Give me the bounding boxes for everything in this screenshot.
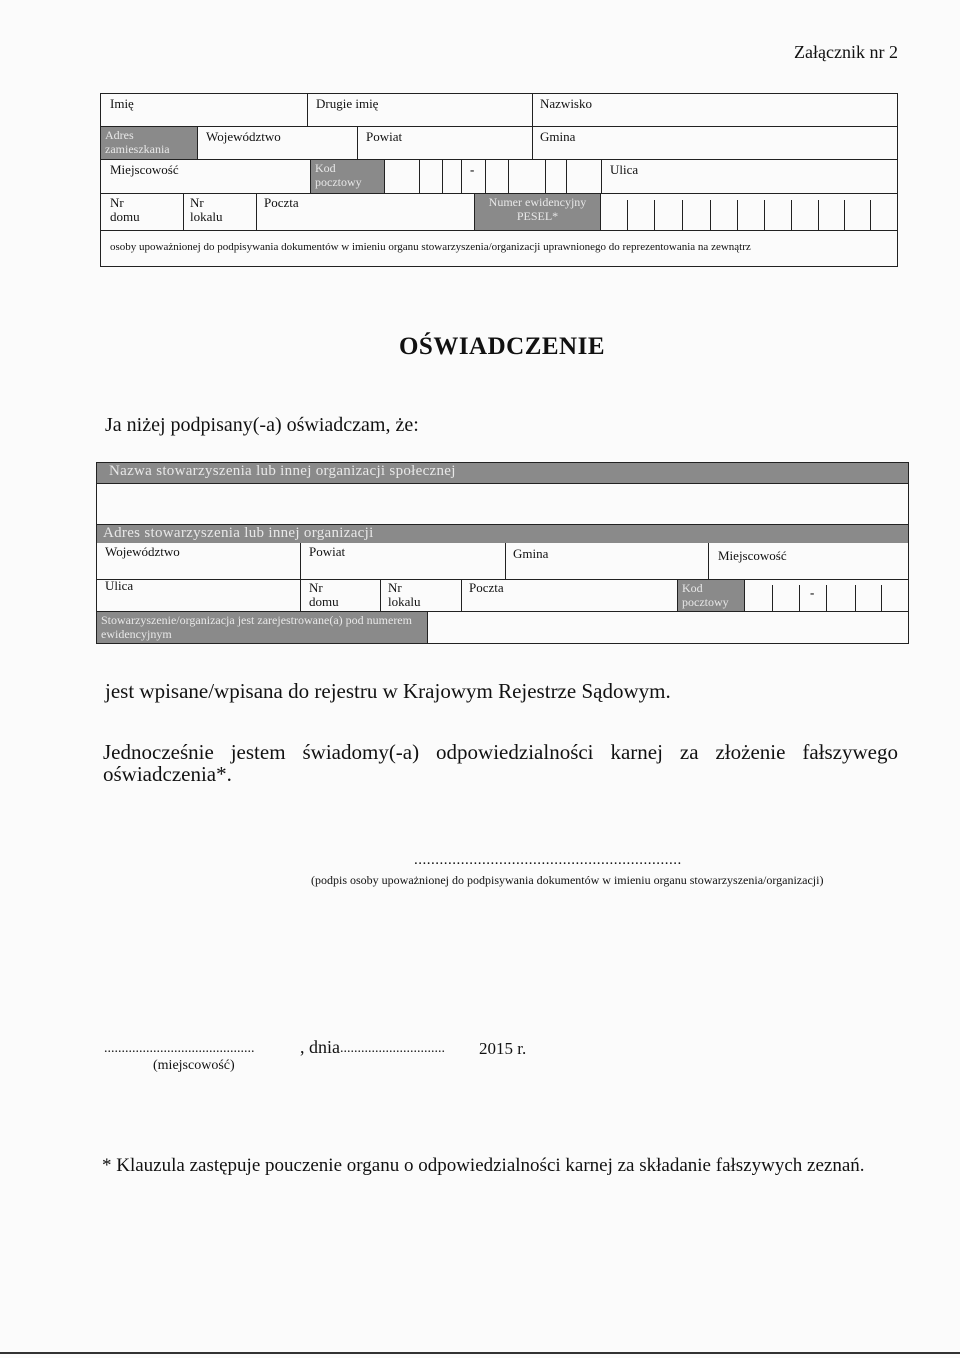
organization-address-label: Adres stowarzyszenia lub innej organizacji (97, 525, 908, 543)
attachment-label: Załącznik nr 2 (794, 42, 898, 62)
org-postal-dash: - (810, 585, 815, 600)
first-name-label: Imię (110, 96, 134, 111)
scan-edge-line (0, 1352, 960, 1354)
org-county-label: Powiat (309, 544, 346, 559)
org-apartment-number-label: Nr lokalu (388, 580, 421, 609)
org-house-number-label: Nr domu (309, 580, 339, 609)
voivodeship-label: Województwo (206, 129, 281, 144)
date-label: , dnia (300, 1037, 340, 1057)
org-locality-label: Miejscowość (718, 548, 787, 563)
organization-name-label: Nazwa stowarzyszenia lub innej organizacji społecznej (97, 463, 908, 483)
org-commune-label: Gmina (513, 546, 549, 561)
year-label: 2015 r. (479, 1039, 527, 1058)
intro-text: Ja niżej podpisany(-a) oświadczam, że: (105, 414, 419, 436)
house-number-label: Nr domu (110, 195, 140, 224)
post-office-label: Poczta (264, 195, 299, 210)
org-voivodeship-label: Województwo (105, 544, 180, 559)
second-name-label: Drugie imię (316, 96, 379, 111)
registration-number-field[interactable] (428, 612, 908, 643)
pesel-label: Numer ewidencyjny PESEL* (475, 194, 600, 230)
place-line[interactable]: ........................................... (104, 1041, 255, 1056)
signature-line[interactable]: ............................................................... (414, 852, 682, 868)
date-line[interactable]: .............................. (340, 1041, 445, 1056)
org-postal-code-label: Kod pocztowy (678, 580, 744, 611)
residence-address-label: Adres zamieszkania (101, 127, 197, 159)
document-title: OŚWIADCZENIE (398, 333, 606, 360)
organization-name-field[interactable] (97, 484, 908, 524)
surname-label: Nazwisko (540, 96, 592, 111)
locality-label: Miejscowość (110, 162, 179, 177)
postal-code-label: Kod pocztowy (311, 160, 384, 193)
org-post-office-label: Poczta (469, 580, 504, 595)
awareness-statement: Jednocześnie jestem świadomy(-a) odpowiedzialności karnej za złożenie fałszywego oświadczenia*. (103, 740, 898, 786)
registry-statement: jest wpisane/wpisana do rejestru w Krajowym Rejestrze Sądowym. (105, 679, 671, 703)
signature-caption: (podpis osoby upoważnionej do podpisywania dokumentów w imieniu organu stowarzyszenia/organizacji) (311, 873, 824, 887)
authorized-person-caption: osoby upoważnionej do podpisywania dokumentów w imieniu organu stowarzyszenia/organizacji uprawnionego do reprezentowania na zewnątrz (110, 241, 751, 253)
org-street-label: Ulica (105, 578, 134, 593)
footnote: * Klauzula zastępuje pouczenie organu o odpowiedzialności karnej za składanie fałszywych zeznań. (102, 1155, 865, 1176)
place-caption: (miejscowość) (153, 1058, 235, 1073)
county-label: Powiat (366, 129, 403, 144)
commune-label: Gmina (540, 129, 576, 144)
apartment-number-label: Nr lokalu (190, 195, 223, 224)
street-label: Ulica (610, 162, 639, 177)
postal-dash: - (470, 162, 475, 177)
registration-number-label: Stowarzyszenie/organizacja jest zarejestrowane(a) pod numerem ewidencyjnym (97, 612, 427, 643)
